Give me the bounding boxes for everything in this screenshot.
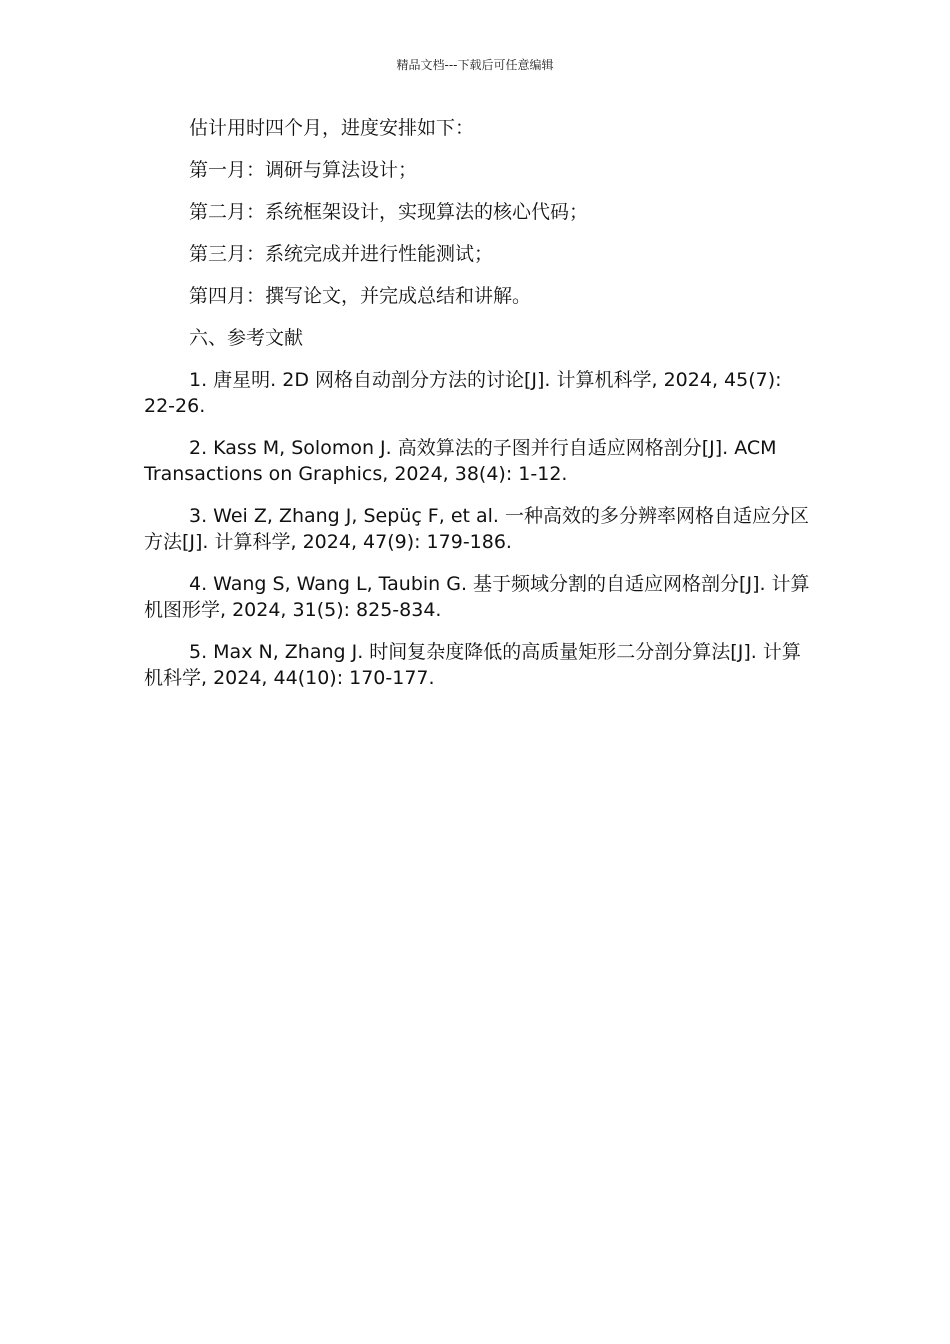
reference-item-2: 2. Kass M, Solomon J. 高效算法的子图并行自适应网格剖分[J]. ACM Transactions on Graphics, 2024, 38(4): 1-12. bbox=[144, 437, 777, 485]
schedule-month-4: 第四月：撰写论文，并完成总结和讲解。 bbox=[189, 285, 532, 307]
schedule-month-3: 第三月：系统完成并进行性能测试； bbox=[189, 243, 494, 265]
references-heading: 六、参考文献 bbox=[189, 327, 304, 349]
schedule-intro: 估计用时四个月，进度安排如下： bbox=[189, 117, 475, 139]
reference-item-1: 1. 唐星明. 2D 网格自动剖分方法的讨论[J]. 计算机科学, 2024, 45(7): 22-26. bbox=[144, 369, 782, 417]
schedule-month-2: 第二月：系统框架设计，实现算法的核心代码； bbox=[189, 201, 589, 223]
document-body bbox=[144, 115, 816, 707]
reference-item-3: 3. Wei Z, Zhang J, Sepüç F, et al. 一种高效的多分辨率网格自适应分区方法[J]. 计算科学, 2024, 47(9): 179-186. bbox=[144, 505, 809, 553]
schedule-month-1: 第一月：调研与算法设计； bbox=[189, 159, 418, 181]
page-header: 精品文档---下载后可任意编辑 bbox=[396, 58, 554, 72]
reference-item-5: 5. Max N, Zhang J. 时间复杂度降低的高质量矩形二分剖分算法[J]. 计算机科学, 2024, 44(10): 170-177. bbox=[144, 641, 801, 689]
reference-item-4: 4. Wang S, Wang L, Taubin G. 基于频域分割的自适应网格剖分[J]. 计算机图形学, 2024, 31(5): 825-834. bbox=[144, 573, 810, 621]
